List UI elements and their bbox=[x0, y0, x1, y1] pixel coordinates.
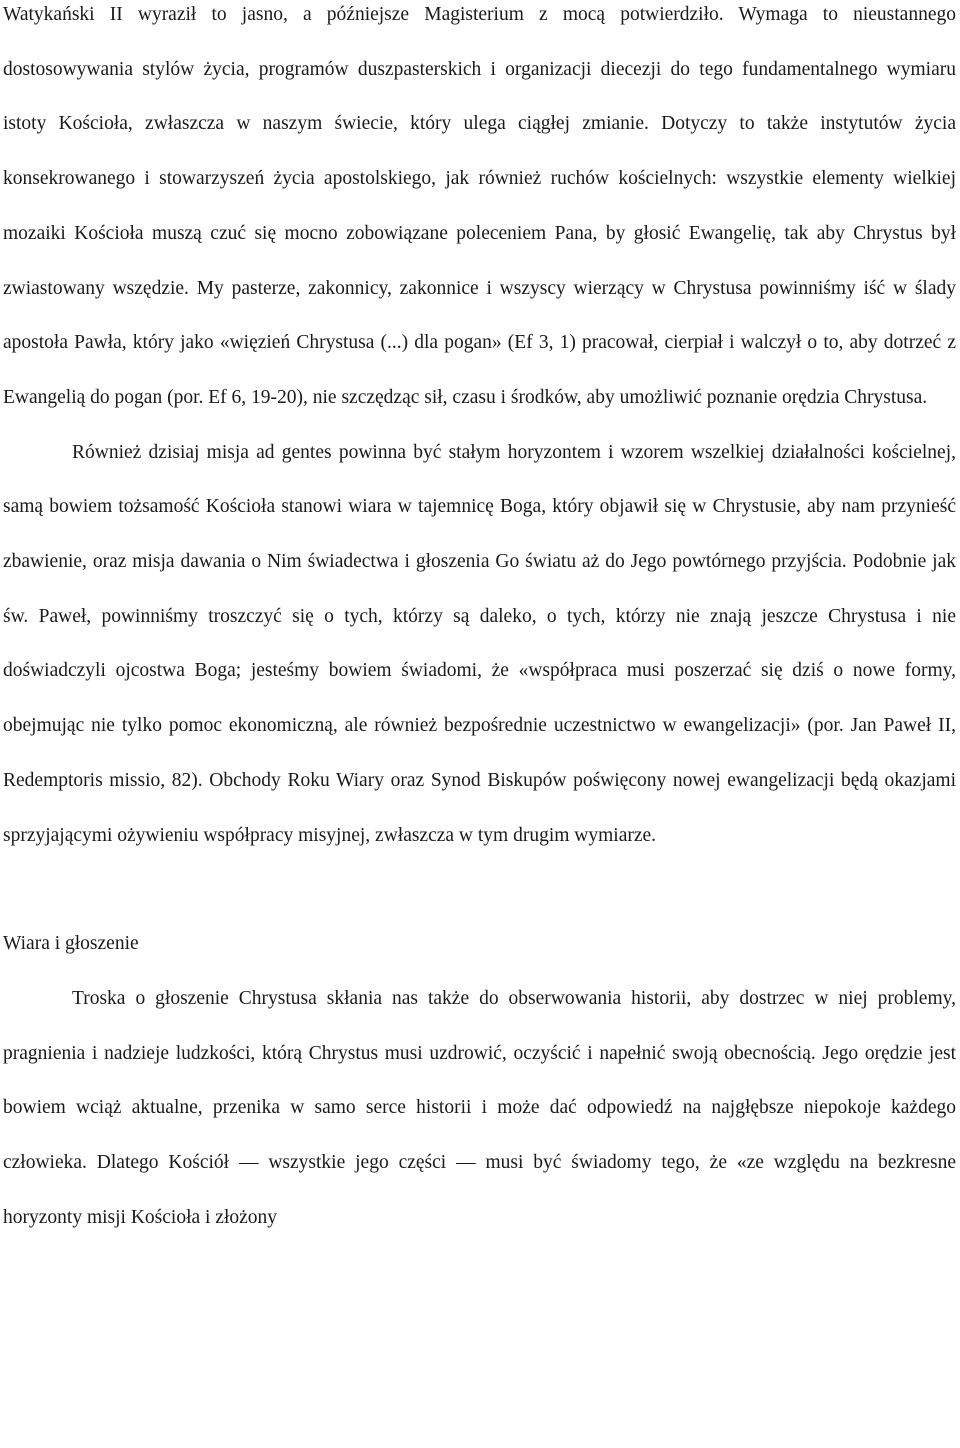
paragraph-mission-ad-gentes: Również dzisiaj misja ad gentes powinna być stałym horyzontem i wzorem wszelkiej działalności kościelnej, samą bowiem tożsamość Kościoła stanowi wiara w tajemnicę Boga, który objawił się w Chrystusie, aby nam przynieść zbawienie, oraz misja dawania o Nim świadectwa i głoszenia Go światu aż do Jego powtórnego przyjścia. Podobnie jak św. Paweł, powinniśmy troszczyć się o tych, którzy są daleko, o tych, którzy nie znają jeszcze Chrystusa i nie doświadczyli ojcostwa Boga; jesteśmy bowiem świadomi, że «współpraca musi poszerzać się dziś o nowe formy, obejmując nie tylko pomoc ekonomiczną, ale również bezpośrednie uczestnictwo w ewangelizacji» (por. Jan Paweł II, Redemptoris missio, 82). Obchody Roku Wiary oraz Synod Biskupów poświęcony nowej ewangelizacji będą okazjami sprzyjającymi ożywieniu współpracy misyjnej, zwłaszcza w tym drugim wymiarze. bbox=[3, 441, 956, 846]
paragraph-continuation: Watykański II wyraził to jasno, a późniejsze Magisterium z mocą potwierdziło. Wymaga to nieustannego dostosowywania stylów życia, programów duszpasterskich i organizacji diecezji do tego fundamentalnego wymiaru istoty Kościoła, zwłaszcza w naszym świecie, który ulega ciągłej zmianie. Dotyczy to także instytutów życia konsekrowanego i stowarzyszeń życia apostolskiego, jak również ruchów kościelnych: wszystkie elementy wielkiej mozaiki Kościoła muszą czuć się mocno zobowiązane poleceniem Pana, by głosić Ewangelię, tak aby Chrystus był zwiastowany wszędzie. My pasterze, zakonnicy, zakonnice i wszyscy wierzący w Chrystusa powinniśmy iść w ślady apostoła Pawła, który jako «więzień Chrystusa (...) dla pogan» (Ef 3, 1) pracował, cierpiał i walczył o to, aby dotrzeć z Ewangelią do pogan (por. Ef 6, 19-20), nie szczędząc sił, czasu i środków, aby umożliwić poznanie orędzia Chrystusa. bbox=[3, 4, 956, 408]
paragraph-faith-proclamation: Troska o głoszenie Chrystusa skłania nas także do obserwowania historii, aby dostrzec w niej problemy, pragnienia i nadzieje ludzkości, którą Chrystus musi uzdrowić, oczyścić i napełnić swoją obecnością. Jego orędzie jest bowiem wciąż aktualne, przenika w samo serce historii i może dać odpowiedź na najgłębsze niepokoje każdego człowieka. Dlatego Kościół — wszystkie jego części — musi być świadomy tego, że «ze względu na bezkresne horyzonty misji Kościoła i złożony bbox=[3, 987, 956, 1228]
section-heading: Wiara i głoszenie bbox=[3, 933, 139, 955]
document-page bbox=[3, 0, 956, 1245]
